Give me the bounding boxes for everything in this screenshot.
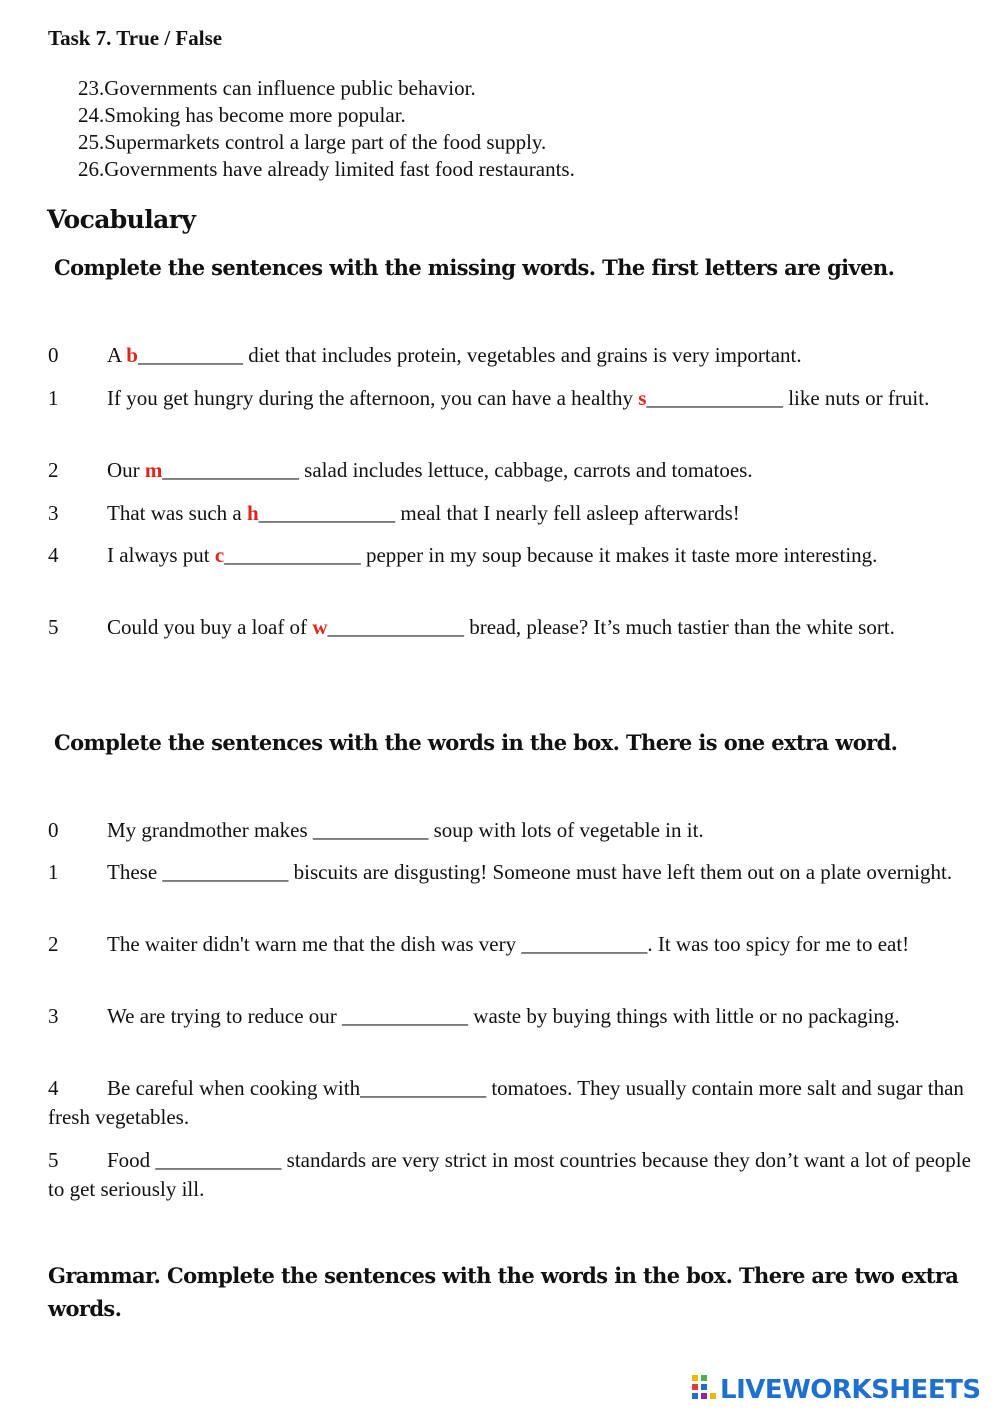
item-number: 0 <box>48 343 59 367</box>
exercise-item <box>48 456 973 485</box>
true-false-item <box>78 103 406 128</box>
first-letter-hint: w <box>312 615 328 639</box>
item-text: Governments can influence public behavior. <box>104 76 476 100</box>
exercise-item <box>48 1074 973 1132</box>
sentence-text: Be careful when cooking with____________ tomatoes. They usually contain more salt and sugar than fresh vegetables. <box>48 1076 964 1129</box>
sentence-start: That was such a <box>107 501 247 525</box>
instruction-words-in-box: Complete the sentences with the words in the box. There is one extra word. <box>54 730 898 755</box>
item-number: 2 <box>48 932 59 956</box>
first-letter-hint: s <box>638 386 647 410</box>
exercise-item <box>48 930 973 959</box>
exercise-item <box>48 858 973 887</box>
item-number: 25. <box>78 130 105 154</box>
item-number: 0 <box>48 818 59 842</box>
item-number: 4 <box>48 543 59 567</box>
exercise-item <box>48 541 973 570</box>
liveworksheets-logo <box>692 1374 981 1406</box>
item-number: 1 <box>48 386 59 410</box>
sentence-start: I always put <box>107 543 215 567</box>
liveworksheets-logo-icon <box>692 1375 716 1406</box>
item-number: 24. <box>78 103 105 127</box>
sentence-start: Our <box>107 458 145 482</box>
item-number: 3 <box>48 1004 59 1028</box>
item-number: 3 <box>48 501 59 525</box>
sentence-end: __________ diet that includes protein, vegetables and grains is very important. <box>137 343 802 367</box>
sentence-start: If you get hungry during the afternoon, you can have a healthy <box>107 386 639 410</box>
item-number: 2 <box>48 458 59 482</box>
item-number: 5 <box>48 1148 59 1172</box>
exercise-item <box>48 1146 973 1204</box>
sentence-end: _____________ salad includes lettuce, cabbage, carrots and tomatoes. <box>162 458 753 482</box>
exercise-item <box>48 384 973 413</box>
sentence-text: We are trying to reduce our ____________ waste by buying things with little or no packaging. <box>107 1004 900 1028</box>
item-number: 4 <box>48 1076 59 1100</box>
task-title: Task 7. True / False <box>48 26 223 50</box>
item-text: Supermarkets control a large part of the food supply. <box>104 130 547 154</box>
true-false-item <box>78 76 476 101</box>
sentence-text: The waiter didn't warn me that the dish was very ____________. It was too spicy for me to eat! <box>107 932 910 956</box>
exercise-item <box>48 499 973 528</box>
sentence-end: _____________ meal that I nearly fell asleep afterwards! <box>258 501 740 525</box>
exercise-item <box>48 613 973 642</box>
first-letter-hint: m <box>144 458 163 482</box>
sentence-text: My grandmother makes ___________ soup with lots of vegetable in it. <box>107 818 704 842</box>
sentence-text: These ____________ biscuits are disgusting! Someone must have left them out on a plate overnight. <box>107 860 953 884</box>
section-heading-vocabulary: Vocabulary <box>47 205 196 234</box>
first-letter-hint: c <box>214 543 225 567</box>
exercise-item <box>48 1002 973 1031</box>
sentence-end: _____________ pepper in my soup because it makes it taste more interesting. <box>224 543 878 567</box>
sentence-start: Could you buy a loaf of <box>107 615 313 639</box>
item-number: 1 <box>48 860 59 884</box>
true-false-item <box>78 130 546 155</box>
instruction-missing-words: Complete the sentences with the missing words. The first letters are given. <box>54 255 895 280</box>
item-number: 5 <box>48 615 59 639</box>
first-letter-hint: b <box>126 343 138 367</box>
exercise-item <box>48 816 973 845</box>
item-text: Smoking has become more popular. <box>104 103 406 127</box>
logo-text: LIVEWORKSHEETS <box>720 1375 981 1405</box>
item-number: 23. <box>78 76 105 100</box>
exercise-item <box>48 341 973 370</box>
sentence-end: _____________ like nuts or fruit. <box>646 386 930 410</box>
sentence-text: Food ____________ standards are very strict in most countries because they don’t want a lot of people to get seriously ill. <box>48 1148 971 1201</box>
item-number: 26. <box>78 157 105 181</box>
grammar-instruction: Grammar. Complete the sentences with the words in the box. There are two extra words. <box>48 1263 959 1321</box>
first-letter-hint: h <box>246 501 259 525</box>
item-text: Governments have already limited fast food restaurants. <box>104 157 575 181</box>
sentence-start: A <box>107 343 127 367</box>
sentence-end: _____________ bread, please? It’s much tastier than the white sort. <box>327 615 895 639</box>
true-false-item <box>78 157 575 182</box>
